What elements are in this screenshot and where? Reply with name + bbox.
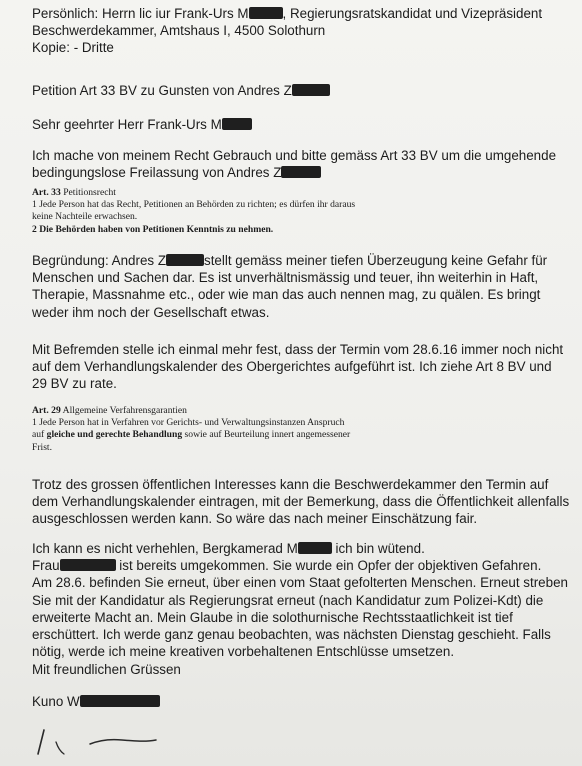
surprise-paragraph: Mit Befremden stelle ich einmal mehr fest, dass der Termin vom 28.6.16 immer noch nicht auf dem Verhandlungskalender des Obergerichtes aufgeführt ist. Ich ziehe Art 8 BV und 29 BV zu rate. bbox=[32, 342, 564, 392]
recipient-line-1: Persönlich: Herrn lic iur Frank-Urs M , Regierungsratskandidat und Vizepräsident bbox=[32, 6, 543, 21]
signature bbox=[30, 722, 170, 758]
redaction bbox=[60, 559, 116, 571]
redaction bbox=[298, 542, 332, 554]
art33-quote: Art. 33 Petitionsrecht 1 Jede Person hat das Recht, Petitionen an Behörden zu richten; es dürfen ihr daraus keine Nachteile erwachsen. 2 Die Behörden haben von Petitionen Kenntnis zu nehmen. bbox=[32, 187, 356, 235]
redaction bbox=[249, 7, 283, 19]
redaction bbox=[222, 118, 252, 130]
art29-title: Allgemeine Verfahrensgarantien bbox=[62, 405, 187, 416]
redaction bbox=[281, 166, 321, 178]
reason-paragraph: Begründung: Andres Z stellt gemäss meiner tiefen Überzeugung keine Gefahr für Menschen und Sachen dar. Es ist unverhältnismässig und teuer, ihn weiterhin in Haft, Therapie, Massnahme etc., oder wie man das auch nennen mag, zu quälen. Es bringt weder ihm noch der Gesellschaft etwas. bbox=[32, 253, 548, 320]
intro-paragraph: Ich mache von meinem Recht Gebrauch und bitte gemäss Art 33 BV um die umgehende bedingungslose Freilassung von Andres Z bbox=[32, 148, 557, 181]
signature-stroke-2 bbox=[56, 742, 64, 754]
signoff: Kuno W bbox=[32, 693, 160, 710]
recipient-block bbox=[32, 5, 542, 57]
subject-line: Petition Art 33 BV zu Gunsten von Andres Z bbox=[32, 82, 330, 99]
redaction bbox=[166, 254, 204, 266]
signature-stroke-1 bbox=[38, 730, 44, 754]
recipient-line-2: Beschwerdekammer, Amtshaus I, 4500 Solothurn bbox=[32, 23, 326, 39]
art33-title: Petitionsrecht bbox=[63, 187, 116, 198]
signature-stroke-3 bbox=[90, 740, 156, 744]
greeting: Mit freundlichen Grüssen bbox=[32, 662, 181, 677]
redaction bbox=[292, 84, 330, 96]
salutation: Sehr geehrter Herr Frank-Urs M bbox=[32, 116, 252, 133]
closing-paragraph: Ich kann es nicht verhehlen, Bergkamerad M ich bin wütend. Frau ist bereits umgekommen. Sie wurde ein Opfer der objektiven Gefahren. Am 28.6. befinden Sie erneut, über einen vom Staat gefolterten Menschen. Erneut streben Sie mit der Kandidatur als Regierungsrat erneut (nach Kandidatur zum Polizei-Kdt) die erweiterte Macht an. Mein Glaube in die solothurnische Rechtsstaatlichkeit ist tief erschüttert. Ich werde ganz genau beobachten, was nächsten Dienstag geschieht. Falls nötig, werde ich meine kreativen vorbehaltenen Entschlüsse umsetzen. bbox=[32, 541, 568, 660]
art29-heading: Art. 29 bbox=[32, 405, 61, 416]
redaction bbox=[80, 695, 160, 707]
art33-heading: Art. 33 bbox=[32, 187, 61, 198]
despite-paragraph: Trotz des grossen öffentlichen Interesses kann die Beschwerdekammer den Termin auf dem Verhandlungskalender eintragen, mit der Bemerkung, dass die Öffentlichkeit allenfalls ausgeschlossen werden kann. So wäre das nach meiner Einschätzung fair. bbox=[32, 477, 570, 527]
art29-quote: Art. 29 Allgemeine Verfahrensgarantien 1 Jede Person hat in Verfahren vor Gerichts- und Verwaltungsinstanzen Anspruch auf gleiche und gerechte Behandlung sowie auf Beurteilung innert angemessener Frist. bbox=[32, 405, 351, 453]
copy-line: Kopie: - Dritte bbox=[32, 40, 114, 56]
